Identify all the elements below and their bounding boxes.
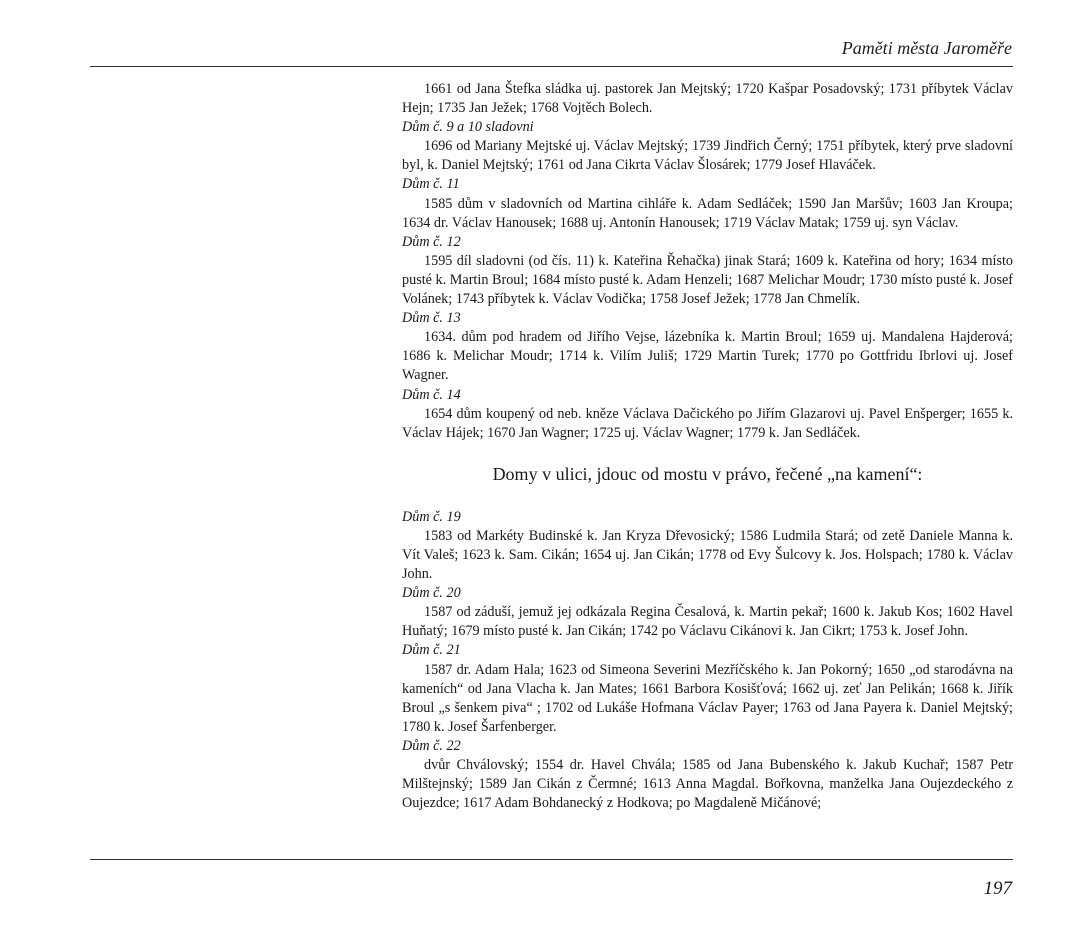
house-heading: Dům č. 20 <box>402 585 461 602</box>
running-title: Paměti města Jaroměře <box>841 38 1012 58</box>
house-heading: Dům č. 14 <box>402 386 461 403</box>
entry-text: 1661 od Jana Štefka sládka uj. pastorek Jan Mejtský; 1720 Kašpar Posadovský; 1731 příbytek Václav Hejn; 1735 Jan Ježek; 1768 Vojtěch Bolech. <box>402 81 1013 117</box>
house-heading: Dům č. 9 a 10 sladovni <box>402 119 534 136</box>
section-heading: Domy v ulici, jdouc od mostu v právo, řečené „na kamení“: <box>492 463 923 484</box>
page-number: 197 <box>983 878 1012 899</box>
entry-text: 1634. dům pod hradem od Jiřího Vejse, lázebníka k. Martin Broul; 1659 uj. Mandalena Hajderová; 1686 k. Melichar Moudr; 1714 k. Vilím Juliš; 1729 Martin Turek; 1770 po Gottfridu Ibrlovi uj. Josef Wagner. <box>402 329 1013 384</box>
header-rule <box>90 66 1013 67</box>
entry-text: 1585 dům v sladovních od Martina cihláře k. Adam Sedláček; 1590 Jan Maršův; 1603 Jan Kroupa; 1634 dr. Václav Hanousek; 1688 uj. Antonín Hanousek; 1719 Václav Matak; 1759 uj. syn Václav. <box>402 195 1013 231</box>
entry-text: dvůr Chválovský; 1554 dr. Havel Chvála; 1585 od Jana Bubenského k. Jakub Kuchař; 1587 Petr Milštejnský; 1589 Jan Cikán z Čermné; 1613 Anna Magdal. Bořkovna, manželka Jana Oujezdeckého z Oujezdce; 1617 Adam Bohdanecký z Hodkova; po Magdaleně Mičánové; <box>402 757 1013 812</box>
entry-text: 1595 díl sladovni (od čís. 11) k. Kateřina Řehačka) jinak Stará; 1609 k. Kateřina od hory; 1634 místo pusté k. Martin Broul; 1684 místo pusté k. Adam Henzeli; 1687 Melichar Moudr; 1730 místo pusté k. Josef Volánek; 1743 příbytek k. Václav Vodička; 1758 Josef Ježek; 1778 Jan Chmelík. <box>402 252 1013 308</box>
entry-text: 1587 dr. Adam Hala; 1623 od Simeona Severini Mezříčského k. Jan Pokorný; 1650 „od starodávna na kameních“ od Jana Vlacha k. Jan Mates; 1661 Barbora Kosišťová; 1662 uj. zeť Jan Pelikán; 1668 k. Jiřík Broul „s šenkem piva“ ; 1702 od Lukáše Hofmana Václav Payer; 1763 od Jana Payera k. Daniel Mejtský; 1780 k. Josef Šarfenberger. <box>402 661 1013 735</box>
footer-rule <box>90 859 1013 860</box>
house-heading: Dům č. 21 <box>402 642 461 659</box>
house-heading: Dům č. 22 <box>402 737 461 754</box>
entry-text: 1654 dům koupený od neb. kněze Václava Dačického po Jiřím Glazarovi uj. Pavel Enšperger; 1655 k. Václav Hájek; 1670 Jan Wagner; 1725 uj. Václav Wagner; 1779 k. Jan Sedláček. <box>402 405 1013 441</box>
entry-text: 1583 od Markéty Budinské k. Jan Kryza Dřevosický; 1586 Ludmila Stará; od zetě Daniele Manna k. Vít Valeš; 1623 k. Sam. Cikán; 1654 uj. Jan Cikán; 1778 od Evy Šulcovy k. Jos. Holspach; 1780 k. Václav John. <box>402 527 1013 583</box>
house-heading: Dům č. 12 <box>402 233 461 250</box>
house-heading: Dům č. 13 <box>402 310 461 327</box>
text-column <box>402 80 1013 813</box>
entry-text: 1587 od záduší, jemuž jej odkázala Regina Česalová, k. Martin pekař; 1600 k. Jakub Kos; 1602 Havel Huňatý; 1679 místo pusté k. Jan Cikán; 1742 po Václavu Cikánovi k. Jan Cikrt; 1753 k. Josef John. <box>402 604 1013 640</box>
entry-text: 1696 od Mariany Mejtské uj. Václav Mejtský; 1739 Jindřich Černý; 1751 příbytek, který prve sladovní byl, k. Daniel Mejtský; 1761 od Jana Cikrta Václav Šlosárek; 1779 Josef Hlaváček. <box>402 138 1013 174</box>
house-heading: Dům č. 11 <box>402 176 460 193</box>
house-heading: Dům č. 19 <box>402 508 461 525</box>
